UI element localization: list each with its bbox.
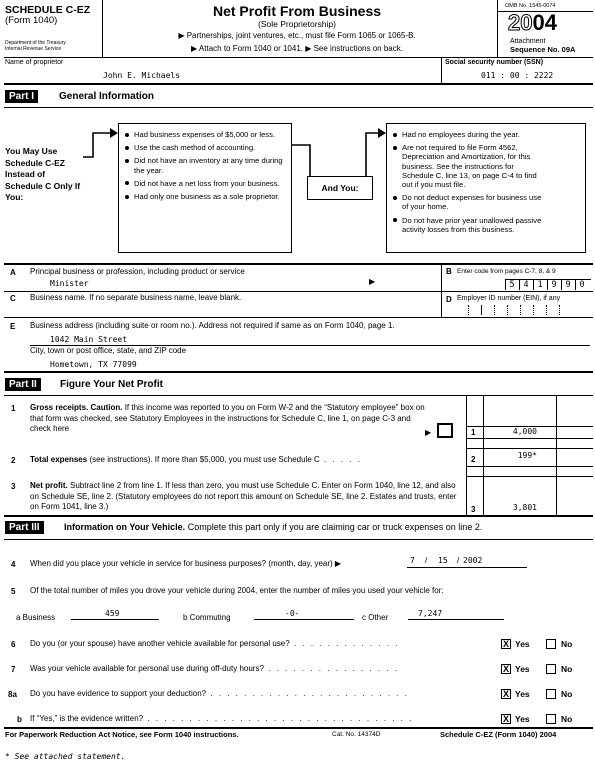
no-checkbox[interactable] — [546, 664, 556, 674]
divider — [559, 305, 560, 315]
line-2-heading: Total expenses — [30, 455, 88, 464]
divider — [441, 291, 442, 317]
divider — [556, 395, 557, 515]
divider — [441, 264, 442, 292]
line-box-number: 3 — [471, 505, 476, 514]
no-label: No — [561, 639, 573, 649]
arrow-right-icon: ▶ — [369, 277, 376, 286]
line-letter: A — [10, 268, 16, 277]
question-label: Was your vehicle available for personal use during off-duty hours? — [30, 664, 264, 673]
divider — [466, 395, 467, 515]
yes-label: Yes — [515, 689, 530, 699]
divider — [4, 263, 593, 265]
connector-arrows — [292, 125, 392, 215]
ssn-label: Social security number (SSN) — [445, 59, 544, 66]
tax-year — [508, 11, 557, 35]
leader-dots: . . . . . . . . . . . . . — [289, 639, 400, 648]
question-text — [30, 714, 413, 724]
leader-dots: . . . . . — [319, 455, 363, 464]
part2-title: Figure Your Net Profit — [60, 379, 163, 390]
code-digit: 0 — [575, 280, 588, 290]
line-letter: B — [446, 267, 452, 276]
city-label: City, town or post office, state, and ZIP code — [30, 346, 187, 355]
principal-business-value[interactable]: Minister — [50, 279, 89, 288]
line-number: 3 — [11, 482, 16, 491]
divider — [4, 515, 593, 517]
business-address-value[interactable]: 1042 Main Street — [50, 335, 128, 344]
no-label: No — [561, 664, 573, 674]
conditions-list-left — [125, 130, 285, 205]
no-label: No — [561, 689, 573, 699]
part3-title — [64, 522, 482, 532]
line-1-heading: Gross receipts. Caution. — [30, 403, 123, 412]
code-label: Enter code from pages C-7, 8, & 9 — [457, 268, 556, 275]
divider — [466, 476, 593, 477]
business-miles-field[interactable] — [71, 609, 159, 620]
divider — [4, 395, 593, 396]
code-digit: 4 — [519, 280, 532, 290]
condition-item: Had no employees during the year. — [393, 130, 543, 139]
may-use-label: You May Use Schedule C-EZ Instead of Schedule C Only If You: — [5, 146, 81, 202]
divider — [466, 466, 593, 467]
condition-item: Had only one business as a sole proprietor. — [125, 192, 285, 201]
part1-badge: Part I — [5, 90, 38, 103]
date-separator: / — [425, 556, 428, 565]
divider — [4, 539, 593, 540]
other-miles-value: 7,247 — [418, 609, 443, 618]
line-4-text: When did you place your vehicle in service for business purposes? (month, day, year) ▶ — [30, 559, 342, 568]
irs-label: Internal Revenue Service — [5, 46, 62, 52]
line-2-text — [30, 455, 362, 465]
line-a-label: Principal business or profession, including product or service — [30, 267, 245, 276]
leader-dots: . . . . . . . . . . . . . . . . . . . . . . . . . . . . . . . . — [143, 714, 414, 723]
divider — [466, 448, 593, 449]
form-ref: (Form 1040) — [5, 15, 58, 26]
divider — [497, 0, 498, 57]
line-box-number: 1 — [471, 428, 476, 437]
question-label: Do you have evidence to support your deduction? — [30, 689, 207, 698]
attached-statement-note: * See attached statement. — [5, 752, 126, 761]
form-title: Net Profit From Business — [212, 3, 382, 19]
code-digit: 9 — [547, 280, 560, 290]
conditions-box-left — [118, 123, 292, 253]
city-value[interactable]: Hometown, TX 77099 — [50, 360, 137, 369]
line-number: 1 — [11, 404, 16, 413]
yes-label: Yes — [515, 639, 530, 649]
commuting-miles-value: -0- — [285, 609, 300, 618]
line-3-heading: Net profit. — [30, 481, 68, 490]
commuting-miles-field[interactable] — [254, 609, 354, 620]
divider — [468, 305, 469, 315]
other-miles-field[interactable] — [408, 609, 504, 620]
line-3-body: Subtract line 2 from line 1. If less than zero, you must use Schedule C. Enter on Form 1040, line 12, and also on Schedule SE, line 2. (Statutory employees do not report this amount on Schedule SE, line 2. Estates and trusts, enter on Form 1041, line 3.) — [30, 481, 457, 511]
no-checkbox[interactable] — [546, 689, 556, 699]
divider — [546, 305, 547, 315]
year-outline: 20 — [508, 10, 533, 35]
condition-item: Use the cash method of accounting. — [125, 143, 285, 152]
divider — [533, 305, 534, 315]
ein-field[interactable] — [455, 305, 575, 315]
business-code-field[interactable] — [505, 279, 591, 290]
instruction-line-2: ▶ Attach to Form 1040 or 1041. ▶ See instructions on back. — [191, 44, 403, 53]
form-subtitle: (Sole Proprietorship) — [258, 19, 336, 29]
business-miles-value: 459 — [105, 609, 120, 618]
date-separator: / — [457, 556, 460, 565]
question-text — [30, 689, 409, 699]
yes-label: Yes — [515, 714, 530, 724]
yes-checkbox[interactable]: X — [502, 664, 509, 674]
line-3-text — [30, 481, 462, 513]
line-letter: D — [446, 295, 452, 304]
part1-title: General Information — [59, 91, 155, 102]
omb-number: OMB No. 1545-0074 — [505, 3, 556, 9]
net-profit-amount[interactable]: 3,801 — [512, 503, 537, 512]
condition-item: Had business expenses of $5,000 or less. — [125, 130, 285, 139]
line-1-body: If this income was reported to you on Form W-2 and the “Statutory employee” box on that form was checked, see Statutory Employees in the instructions for Schedule C, line 1, on page C-3 and check here — [30, 403, 425, 433]
condition-item: Do not deduct expenses for business use of your home. — [393, 193, 543, 211]
code-digit: 9 — [561, 280, 574, 290]
sequence-number: Sequence No. 09A — [510, 45, 576, 54]
line-number: b — [17, 715, 22, 724]
year-bold: 04 — [532, 10, 557, 35]
other-miles-label: c Other — [362, 613, 389, 622]
service-year: 2002 — [463, 556, 483, 565]
divider — [4, 727, 593, 729]
question-text — [30, 639, 400, 649]
instruction-line-1: ▶ Partnerships, joint ventures, etc., must file Form 1065 or 1065-B. — [178, 31, 416, 40]
question-text — [30, 664, 399, 674]
service-month: 7 — [410, 556, 415, 565]
divider — [494, 305, 495, 315]
ein-label: Employer ID number (EIN), if any — [457, 295, 561, 302]
commuting-miles-label: b Commuting — [183, 613, 231, 622]
proprietor-label: Name of proprietor — [5, 59, 64, 66]
part2-badge: Part II — [5, 378, 41, 391]
attachment-label: Attachment — [510, 38, 546, 45]
no-checkbox[interactable] — [546, 714, 556, 724]
no-label: No — [561, 714, 573, 724]
paperwork-notice: For Paperwork Reduction Act Notice, see Form 1040 instructions. — [5, 730, 239, 739]
divider — [483, 395, 484, 515]
line-number: 4 — [11, 560, 16, 569]
line-1-text — [30, 403, 428, 435]
divider — [4, 371, 593, 373]
business-miles-label: a Business — [16, 613, 56, 622]
yes-checkbox[interactable]: X — [502, 639, 509, 649]
ssn-value[interactable]: 011 : 00 : 2222 — [481, 71, 554, 80]
divider — [441, 57, 442, 83]
condition-item: Did not have an inventory at any time during the year. — [125, 156, 285, 174]
service-date-field[interactable] — [407, 556, 527, 568]
arrow-right-icon: ▶ — [425, 428, 432, 437]
and-you-label: And You: — [307, 176, 373, 200]
no-checkbox[interactable] — [546, 639, 556, 649]
dept-label: Department of the Treasury — [5, 40, 66, 46]
divider — [520, 305, 521, 315]
form-footer-name: Schedule C-EZ (Form 1040) 2004 — [440, 730, 557, 739]
question-label: If “Yes,” is the evidence written? — [30, 714, 144, 723]
divider — [4, 83, 593, 85]
part3-subtitle: Complete this part only if you are claiming car or truck expenses on line 2. — [185, 522, 483, 532]
yes-checkbox[interactable]: X — [502, 714, 509, 724]
question-label: Do you (or your spouse) have another vehicle available for personal use? — [30, 639, 290, 648]
catalog-number: Cat. No. 14374D — [332, 731, 381, 738]
line-letter: E — [10, 322, 16, 331]
condition-item: Do not have prior year unallowed passive activity losses from this business. — [393, 216, 543, 234]
part3-badge: Part III — [5, 521, 44, 534]
code-digit: 1 — [533, 280, 546, 290]
condition-item: Did not have a net loss from your business. — [125, 179, 285, 188]
yes-label: Yes — [515, 664, 530, 674]
gross-receipts-amount[interactable]: 4,000 — [512, 427, 537, 436]
yes-checkbox[interactable]: X — [502, 689, 509, 699]
leader-dots: . . . . . . . . . . . . . . . . — [263, 664, 400, 673]
line-number: 5 — [11, 587, 16, 596]
divider — [4, 291, 593, 292]
code-digit: 5 — [505, 280, 518, 290]
leader-dots: . . . . . . . . . . . . . . . . . . . . . . . . — [206, 689, 409, 698]
total-expenses-amount[interactable]: 199* — [517, 451, 537, 460]
condition-item: Are not required to file Form 4562, Depreciation and Amortization, for this business. See the instructions for Schedule C, line 13, on page C-4 to find out if you must file. — [393, 143, 543, 189]
line-e-label: Business address (including suite or room no.). Address not required if same as on Form 1040, page 1. — [30, 321, 395, 330]
service-day: 15 — [438, 556, 448, 565]
line-c-label: Business name. If no separate business name, leave blank. — [30, 293, 242, 302]
divider — [4, 317, 593, 318]
conditions-list-right — [393, 130, 543, 238]
form-name: SCHEDULE C-EZ — [5, 4, 91, 16]
conditions-box-right — [386, 123, 586, 253]
arrow-right-icon — [80, 125, 120, 165]
line-number: 7 — [11, 665, 16, 674]
line-number: 6 — [11, 640, 16, 649]
line-2-body: (see instructions). If more than $5,000, you must use Schedule C — [87, 455, 320, 464]
line-box-number: 2 — [471, 455, 476, 464]
divider — [466, 438, 593, 439]
line-number: 8a — [8, 690, 17, 699]
line-letter: C — [10, 294, 16, 303]
part3-heading: Information on Your Vehicle. — [64, 522, 186, 532]
line-5-text: Of the total number of miles you drove your vehicle during 2004, enter the number of miles you used your vehicle for: — [30, 586, 444, 595]
divider — [481, 305, 482, 315]
divider — [4, 107, 593, 108]
proprietor-name[interactable]: John E. Michaels — [103, 71, 181, 80]
divider — [507, 305, 508, 315]
statutory-employee-checkbox[interactable] — [437, 423, 453, 438]
line-number: 2 — [11, 456, 16, 465]
